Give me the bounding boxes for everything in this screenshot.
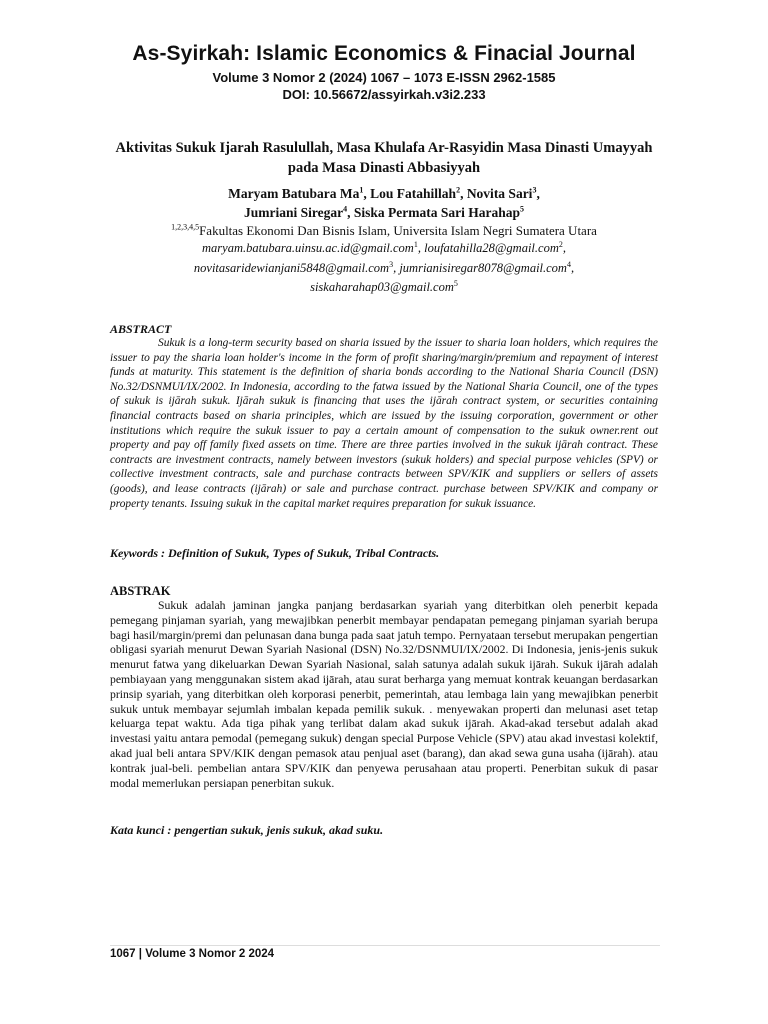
author-list	[100, 184, 668, 222]
email-sup: 2	[558, 239, 563, 249]
abstrak-body	[110, 599, 658, 791]
abstrak-text: Sukuk adalah jaminan jangka panjang berdasarkan syariah yang diterbitkan oleh penerbit kepada pemegang pinjaman syariah, yang mewajibkan penerbit membayar pendapatan pemegang pinjaman syariah berupa bagi hasil/margin/premi dan pelunasan dana bunga pada saat jatuh tempo. Pernyataan tersebut merupakan pengertian obligasi syariah menurut Dewan Syariah Nasional (DSN) No.32/DSNMUI/IX/2002. Di Indonesia, jenis-jenis sukuk menurut fatwa yang dikeluarkan Dewan Syariah Nasional, salah satunya adalah sukuk ijārah. Sukuk ijārah adalah pembiayaan yang menggunakan sistem akad ijārah, atau surat berharga yang memuat kontrak keuangan berdasarkan prinsip syariah, yang diterbitkan oleh korporasi penerbit, pemerintah, atau lembaga lain yang mewajibkan penerbit sukuk untuk membayar sejumlah imbalan kepada pemilik sukuk. . menyewakan properti dan melunasi aset tetap keluarga tepat waktu. Ada tiga pihak yang terlibat dalam akad sukuk ijārah. Akad-akad tersebut adalah akad investasi yaitu antara pemodal (pemegang sukuk) dengan special Purpose Vehicle (SPV) atau akad investasi kolektif, akad jual beli antara SPV/KIK dengan pemasok atau penjual aset (barang), dan akad sewa guna usaha (ijārah). atau kontrak jual-beli. pembelian antara SPV/KIK dan penyewa perusahaan atau properti. Penerbitan sukuk di pasar modal memerlukan persiapan penerbitan sukuk.	[110, 599, 658, 790]
author-name: Maryam Batubara Ma	[228, 186, 360, 201]
journal-meta	[0, 69, 768, 103]
author-line-1: Maryam Batubara Ma$^1$, Lou Fatahillah$^2$, Novita Sari$^3$,	[228, 185, 540, 201]
email-line-1: maryam.batubara.uinsu.ac.id@gmail.com$^1$, loufatahilla28@gmail.com$^2$,	[202, 239, 566, 255]
author-sup: 2	[456, 185, 461, 195]
email-sup: 5	[453, 278, 458, 288]
journal-title: As-Syirkah: Islamic Economics & Finacial Journal	[132, 42, 636, 65]
article-title: Aktivitas Sukuk Ijarah Rasulullah, Masa Khulafa Ar-Rasyidin Masa Dinasti Umayyah pada Masa Dinasti Abbasiyyah	[115, 140, 653, 176]
email-line-2: novitasaridewianjani5848@gmail.com$^3$, jumrianisiregar8078@gmail.com$^4$,	[193, 259, 575, 275]
author-sup: 5	[520, 204, 524, 214]
author-email[interactable]: maryam.batubara.uinsu.ac.id@gmail.com	[202, 241, 414, 255]
author-name: Siska Permata Sari Harahap	[353, 205, 520, 220]
email-sup: 1	[413, 239, 418, 249]
author-sup: 4	[343, 204, 348, 214]
author-email[interactable]: jumrianisiregar8078@gmail.com	[399, 260, 567, 275]
doi-line: DOI: 10.56672/assyirkah.v3i2.233	[282, 87, 486, 102]
author-name: Jumriani Siregar	[243, 205, 344, 220]
abstract-text: Sukuk is a long-term security based on sharia issued by the issuer to sharia loan holders, which requires the issuer to pay the sharia loan holder's income in the form of profit sharing/margin/premium and repayment of interest funds at maturity. This statement is the definition of sharia bonds according to the National Sharia Council (DSN) No.32/DSNMUI/IX/2002. In Indonesia, according to the fatwa issued by the National Sharia Council, one of the types of sukuk is ijārah sukuk. Ijārah sukuk is financing that uses the ijārah contract system, or securities containing financial contracts based on sharia principles, which are issued by the issuing corporation, government or other institutions which require the sukuk issuer to pay a certain amount of compensation to the sukuk owner.rent out property and pay off family fixed assets on time. There are three parties involved in the sukuk ijārah contract. These contracts are investment contracts, namely between investors (sukuk holders) and special purpose vehicles (SPV) or collective investment contracts, sale and purchase contracts between SPV/KIK and suppliers or sellers of assets (goods), and lease contracts (ijārah) or sale and purchase contract. purchase between SPV/KIK and company or property tenants. Issuing sukuk in the capital market requires preparation for sukuk issuance.	[110, 337, 658, 510]
email-line-3	[60, 278, 708, 298]
abstract-heading: ABSTRACT	[110, 322, 172, 336]
affiliation	[60, 221, 708, 240]
keywords: Keywords : Definition of Sukuk, Types of Sukuk, Tribal Contracts.	[110, 546, 440, 560]
affiliation-text: Fakultas Ekonomi Dan Bisnis Islam, Universita Islam Negri Sumatera Utara	[199, 223, 597, 238]
email-sup: 3	[389, 259, 394, 269]
author-email[interactable]: loufatahilla28@gmail.com	[424, 241, 559, 255]
author-email[interactable]: novitasaridewianjani5848@gmail.com	[193, 260, 390, 275]
footer-divider	[110, 945, 660, 946]
author-sup: 3	[532, 185, 537, 195]
abstrak-heading: ABSTRAK	[110, 584, 171, 598]
page-footer: 1067 | Volume 3 Nomor 2 2024	[110, 948, 275, 960]
author-sup: 1	[359, 185, 364, 195]
author-line-2: Jumriani Siregar$^4$, Siska Permata Sari Harahap$^5$	[243, 204, 524, 220]
author-name: Lou Fatahillah	[370, 186, 457, 201]
affiliation-sup: 1,2,3,4,5	[171, 222, 200, 232]
author-name: Novita Sari	[466, 186, 533, 201]
email-list	[60, 239, 708, 298]
abstract-body	[110, 336, 658, 511]
kata-kunci: Kata kunci : pengertian sukuk, jenis sukuk, akad suku.	[110, 823, 384, 837]
volume-line: Volume 3 Nomor 2 (2024) 1067 – 1073 E-ISSN 2962-1585	[212, 70, 556, 85]
author-email[interactable]: siskaharahap03@gmail.com	[310, 280, 454, 294]
email-sup: 4	[566, 259, 571, 269]
